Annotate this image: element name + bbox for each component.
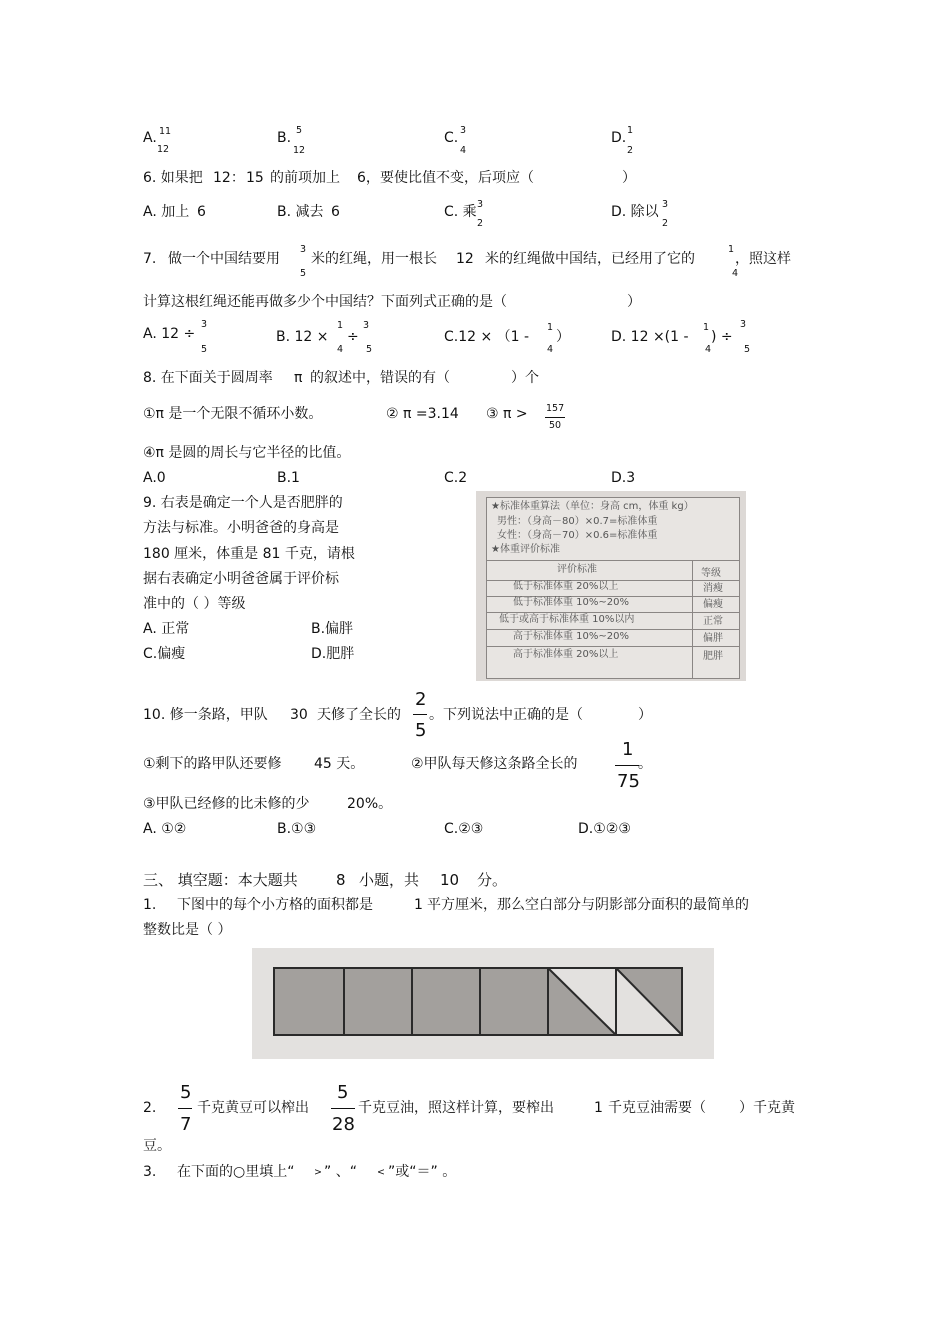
- fill2-value: 1: [594, 1100, 603, 1116]
- q7-option-a: A. 12 ÷: [143, 326, 196, 342]
- q10-frac-den: 5: [415, 720, 427, 741]
- q6-option-a-value: 6: [197, 204, 206, 220]
- q6-option-b-value: 6: [331, 204, 340, 220]
- q7-stem-d: 米的红绳做中国结，已经用了它的: [485, 251, 695, 267]
- q5-option-d-num: 1: [627, 125, 634, 136]
- table-row-grade: 正常: [703, 616, 723, 627]
- q9-line-3: 180 厘米，体重是 81 千克，请根: [143, 546, 355, 562]
- q7-frac1-num: 3: [300, 244, 307, 255]
- q8-stem: 8. 在下面关于圆周率: [143, 370, 273, 386]
- q10-statement-2-den: 75: [617, 771, 640, 792]
- q7-option-c-num: 1: [547, 322, 554, 333]
- q10-statement-2: ②甲队每天修这条路全长的: [411, 756, 578, 772]
- fill3-text-2: ” 、“: [324, 1164, 357, 1180]
- q9-option-c: C.偏瘦: [143, 646, 186, 662]
- fill2-text-5: 豆。: [143, 1138, 171, 1154]
- fill3-text: 在下面的○里填上“: [177, 1164, 295, 1180]
- q5-option-c-num: 3: [460, 125, 467, 136]
- q7-close: ）: [627, 294, 641, 310]
- table-heading-3: 女性：（身高－70）×0.6=标准体重: [497, 530, 658, 541]
- table-row-grade: 偏胖: [703, 633, 723, 644]
- q8-option-b: B.1: [277, 470, 300, 486]
- q8-option-c: C.2: [444, 470, 468, 486]
- q6-stem-c: 要使比值不变，后项应（: [380, 170, 534, 186]
- q8-fraction-bar: [545, 417, 565, 418]
- fill1-value: 1: [414, 897, 423, 913]
- table-row-criteria: 低于标准体重 10%~20%: [513, 597, 630, 608]
- q9-line-4: 据右表确定小明爸爸属于评价标: [143, 571, 339, 587]
- q10-statement-2-bar: [615, 765, 639, 766]
- fill2-frac1-den: 7: [180, 1114, 192, 1135]
- q7-option-b: B. 12 ×: [276, 329, 329, 345]
- q5-option-c: C.: [444, 130, 459, 146]
- q6-option-a: A. 加上: [143, 204, 190, 220]
- grid-figure-svg: [252, 948, 714, 1059]
- q5-option-c-den: 4: [460, 145, 467, 156]
- q8-statement-3: ③ π >: [486, 406, 528, 422]
- q9-option-b: B.偏胖: [311, 621, 354, 637]
- fill3-greater: >: [314, 1167, 322, 1178]
- q6-stem-a: 6. 如果把: [143, 170, 203, 186]
- q6-v3: 6，: [357, 170, 380, 186]
- weight-standard-table-photo: [476, 491, 746, 681]
- q10-stem-a: 10. 修一条路，甲队: [143, 707, 268, 723]
- q5-option-b: B.: [277, 130, 292, 146]
- table-row-grade: 消瘦: [703, 583, 723, 594]
- q9-option-a: A. 正常: [143, 621, 190, 637]
- q7-option-c-den: 4: [547, 344, 554, 355]
- fill2-frac1-bar: [178, 1108, 192, 1109]
- q6-option-c: C. 乘: [444, 204, 477, 220]
- q10-fraction-bar: [413, 714, 427, 715]
- fill2-number: 2.: [143, 1100, 157, 1116]
- q7-option-b-num2: 3: [363, 320, 370, 331]
- section3-title-a: 三、 填空题：本大题共: [143, 871, 298, 889]
- q10-close: ）: [638, 707, 652, 723]
- q5-option-a-den: 12: [157, 144, 170, 155]
- q7-value: 12: [456, 251, 474, 267]
- q6-option-c-den: 2: [477, 218, 484, 229]
- q8-statement-1: ①π 是一个无限不循环小数。: [143, 406, 323, 422]
- q10-statement-1: ①剩下的路甲队还要修: [143, 756, 282, 772]
- table-row-criteria: 低于或高于标准体重 10%以内: [499, 614, 635, 625]
- q10-stem-c: 。下列说法中正确的是（: [429, 707, 583, 723]
- table-heading-4: ★体重评价标准: [491, 544, 560, 555]
- q10-statement-2-num: 1: [622, 739, 634, 760]
- q5-option-d-den: 2: [627, 145, 634, 156]
- fill2-text-2: 千克豆油，照这样计算，要榨出: [358, 1100, 554, 1116]
- q9-line-2: 方法与标准。小明爸爸的身高是: [143, 520, 339, 536]
- q10-statement-3-value: 20%。: [347, 796, 393, 812]
- q7-option-d-mid: ) ÷: [711, 329, 733, 345]
- table-row-grade: 肥胖: [703, 651, 723, 662]
- q9-line-1: 9. 右表是确定一个人是否肥胖的: [143, 495, 343, 511]
- fill3-text-3: ”或“＝” 。: [388, 1164, 457, 1180]
- q7-option-a-den: 5: [201, 344, 208, 355]
- table-row-criteria: 高于标准体重 20%以上: [513, 649, 619, 660]
- q7-frac2-den: 4: [732, 268, 739, 279]
- q8-close: ）个: [511, 370, 539, 386]
- q6-stem-b: 的前项加上: [270, 170, 340, 186]
- q10-statement-2-end: 。: [638, 756, 652, 772]
- q6-option-b: B. 减去: [277, 204, 324, 220]
- q8-option-a: A.0: [143, 470, 166, 486]
- q7-stem-c: 米的红绳，用一根长: [311, 251, 437, 267]
- table-row-criteria: 高于标准体重 10%~20%: [513, 631, 630, 642]
- q8-statement-3-num: 157: [546, 403, 565, 414]
- q5-option-a-num: 11: [159, 126, 172, 137]
- q7-option-d-den1: 4: [705, 344, 712, 355]
- fill2-text-1: 千克黄豆可以榨出: [197, 1100, 309, 1116]
- fill3-less: <: [377, 1167, 385, 1178]
- q7-option-c-close: ）: [556, 329, 570, 345]
- section3-points: 10: [440, 871, 460, 889]
- q10-stem-b: 天修了全长的: [317, 707, 401, 723]
- fill3-number: 3.: [143, 1164, 157, 1180]
- q10-option-d: D.①②③: [578, 821, 631, 837]
- q10-value: 30: [290, 707, 308, 723]
- q6-close: ）: [622, 170, 636, 186]
- table-heading-2: 男性：（身高－80）×0.7=标准体重: [497, 516, 658, 527]
- fill2-frac1-num: 5: [180, 1082, 192, 1103]
- q10-option-b: B.①③: [277, 821, 317, 837]
- q7-option-b-den1: 4: [337, 344, 344, 355]
- q10-statement-1-value: 45 天。: [314, 756, 365, 772]
- q7-option-d: D. 12 ×(1 -: [611, 329, 689, 345]
- q7-frac1-den: 5: [300, 268, 307, 279]
- q9-option-d: D.肥胖: [311, 646, 355, 662]
- q7-option-b-div: ÷: [347, 329, 359, 345]
- q7-option-d-num1: 1: [703, 322, 710, 333]
- table-column-criteria: 评价标准: [557, 564, 597, 575]
- q6-option-c-num: 3: [477, 199, 484, 210]
- section3-title-c: 分。: [477, 871, 508, 889]
- q7-option-c: C.12 × （1 -: [444, 329, 530, 345]
- table-row-criteria: 低于标准体重 20%以上: [513, 581, 619, 592]
- q5-option-b-den: 12: [293, 145, 306, 156]
- q7-frac2-num: 1: [728, 244, 735, 255]
- fill2-frac2-den: 28: [332, 1114, 355, 1135]
- table-column-grade: 等级: [701, 568, 721, 579]
- q10-frac-num: 2: [415, 689, 427, 710]
- q6-option-d-num: 3: [662, 199, 669, 210]
- q7-option-d-num2: 3: [740, 319, 747, 330]
- fill1-text-a: 下图中的每个小方格的面积都是: [177, 897, 373, 913]
- fill2-frac2-bar: [331, 1108, 355, 1109]
- table-row-grade: 偏瘦: [703, 599, 723, 610]
- q6-v1: 12：: [213, 170, 245, 186]
- q5-option-d: D.: [611, 130, 627, 146]
- q7-stem-b: 做一个中国结要用: [168, 251, 280, 267]
- q7-stem-e: ，照这样: [735, 251, 791, 267]
- q6-option-d: D. 除以: [611, 204, 659, 220]
- q6-v2: 15: [246, 170, 264, 186]
- q8-pi: π: [294, 370, 303, 386]
- q7-number: 7.: [143, 251, 157, 267]
- q7-line2: 计算这根红绳还能再做多少个中国结？下面列式正确的是（: [143, 294, 507, 310]
- fill1-line-2: 整数比是（ ）: [143, 922, 232, 938]
- q7-option-a-num: 3: [201, 319, 208, 330]
- q10-statement-3: ③甲队已经修的比未修的少: [143, 796, 310, 812]
- q8-statement-3-den: 50: [549, 420, 562, 431]
- q8-option-d: D.3: [611, 470, 636, 486]
- q7-option-b-den2: 5: [366, 344, 373, 355]
- q5-option-b-num: 5: [296, 125, 303, 136]
- q8-statement-4: ④π 是圆的周长与它半径的比值。: [143, 445, 351, 461]
- fill1-number: 1.: [143, 897, 157, 913]
- table-heading-1: ★标准体重算法（单位：身高 cm，体重 kg）: [491, 501, 694, 512]
- fill2-text-3: 千克豆油需要（: [608, 1100, 706, 1116]
- q7-option-d-den2: 5: [744, 344, 751, 355]
- q9-line-5: 准中的（ ）等级: [143, 596, 246, 612]
- fill2-text-4: ）千克黄: [739, 1100, 795, 1116]
- q8-stem-b: 的叙述中，错误的有（: [310, 370, 450, 386]
- q10-option-a: A. ①②: [143, 821, 187, 837]
- q6-option-d-den: 2: [662, 218, 669, 229]
- q8-statement-2: ② π =3.14: [386, 406, 459, 422]
- fill1-text-b: 平方厘米，那么空白部分与阴影部分面积的最简单的: [427, 897, 749, 913]
- section3-title-b: 小题，共: [359, 871, 420, 889]
- q5-option-a: A.: [143, 130, 157, 146]
- q10-option-c: C.②③: [444, 821, 484, 837]
- grid-figure: [252, 948, 714, 1059]
- q7-option-b-num1: 1: [337, 320, 344, 331]
- fill2-frac2-num: 5: [337, 1082, 349, 1103]
- section3-count: 8: [336, 871, 346, 889]
